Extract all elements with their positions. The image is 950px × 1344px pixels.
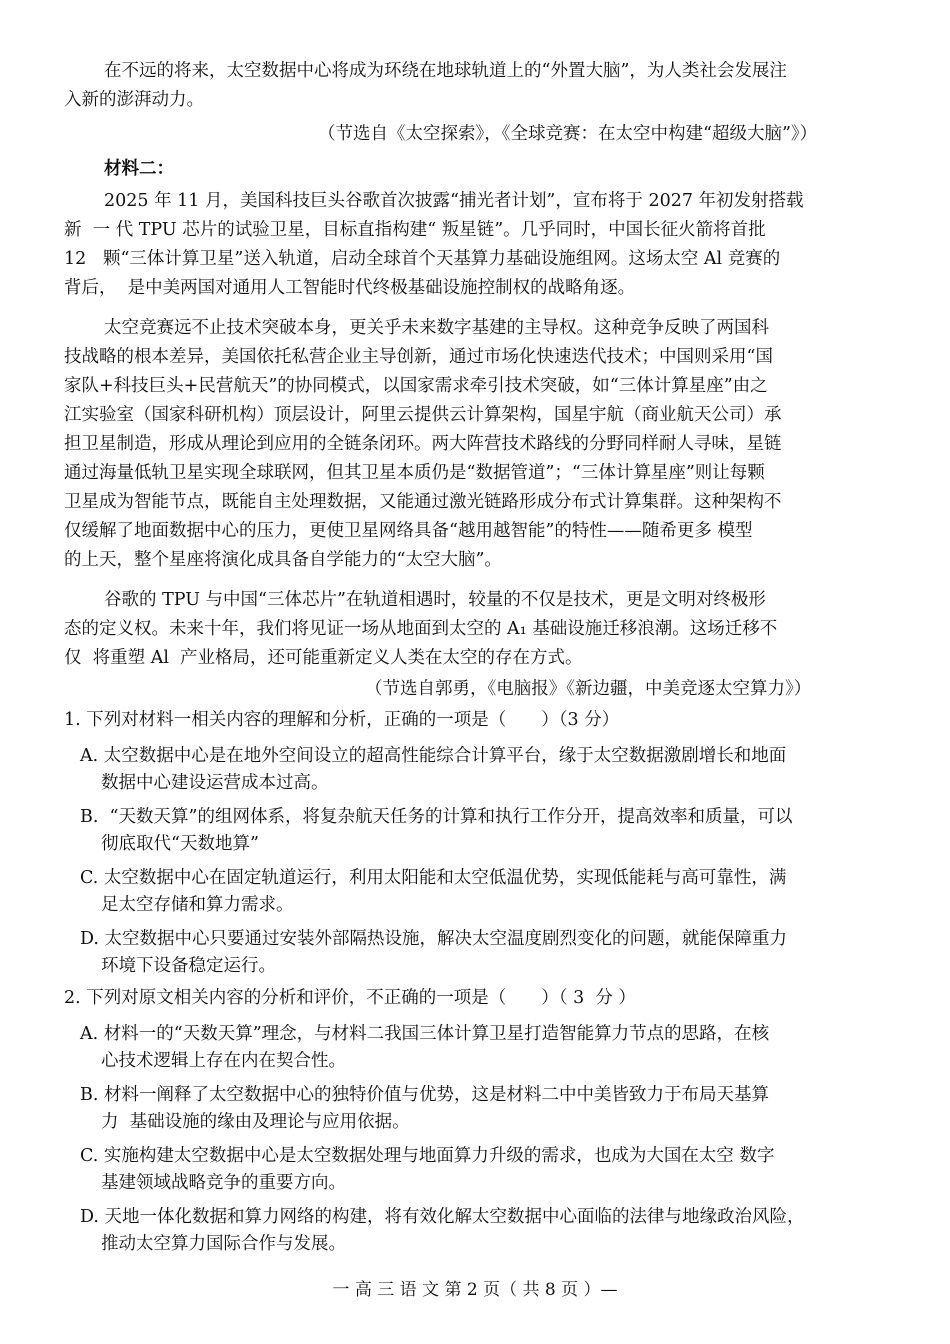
q2-option-d: D. 天地一体化数据和算力网络的构建，将有效化解太空数据中心面临的法律与地缘政治风险， — [80, 1207, 805, 1227]
q2-option-d-cont: 推动太空算力国际合作与发展。 — [101, 1234, 346, 1254]
text-line: 2025 年 11 月，美国科技巨头谷歌首次披露“捕光者计划”，宣布将于 2027 年初发射搭载 — [104, 191, 804, 211]
text-line: 担卫星制造，形成从理论到应用的全链条闭环。两大阵营技术路线的分野同样耐人寻味，星链 — [64, 434, 782, 454]
text-line: 卫星成为智能节点，既能自主处理数据，又能通过激光链路形成分布式计算集群。这种架构不 — [64, 492, 782, 512]
source-citation: （节选自《太空探索》，《全球竞赛：在太空中构建“超级大脑”》） — [318, 124, 818, 144]
q2-option-c-cont: 基建领域战略竞争的重要方向。 — [101, 1173, 346, 1193]
text-line: 在不远的将来，太空数据中心将成为环绕在地球轨道上的“外置大脑”，为人类社会发展注 — [104, 61, 787, 81]
q2-option-b: B. 材料一阐释了太空数据中心的独特价值与优势，这是材料二中中美皆致力于布局天基算 — [80, 1085, 769, 1105]
text-line: 通过海量低轨卫星实现全球联网，但其卫星本质仍是“数据管道”；“三体计算星座”则让每颗 — [64, 463, 765, 483]
text-line: 的上天，整个星座将演化成具备自学能力的“太空大脑”。 — [64, 550, 502, 570]
text-line: 技战略的根本差异，美国依托私营企业主导创新，通过市场化快速迭代技术；中国则采用“国 — [64, 347, 773, 367]
q1-option-d-cont: 环境下设备稳定运行。 — [101, 956, 276, 976]
text-line: 家队+科技巨头+民营航天”的协同模式，以国家需求牵引技术突破，如“三体计算星座”由之 — [64, 376, 768, 396]
question-2-stem: 2. 下列对原文相关内容的分析和评价，不正确的一项是（ ）（ 3 分 ） — [64, 988, 636, 1008]
q1-option-b: B. “天数天算”的组网体系，将复杂航天任务的计算和执行工作分开，提高效率和质量，可以 — [80, 807, 793, 827]
text-line: 新 一 代 TPU 芯片的试验卫星，目标直指构建“ 叛星链”。几乎同时，中国长征火箭将首批 — [64, 220, 766, 240]
page-footer: 一 高 三 语 文 第 2 页（ 共 8 页 ）— — [332, 1280, 618, 1300]
text-line: 仅 将重塑 Al 产业格局，还可能重新定义人类在太空的存在方式。 — [64, 648, 583, 668]
text-line: 江实验室（国家科研机构）顶层设计，阿里云提供云计算架构，国星宇航（商业航天公司）承 — [64, 405, 782, 425]
text-line: 仅缓解了地面数据中心的压力，更使卫星网络具备“越用越智能”的特性——随希更多 模型 — [64, 521, 753, 541]
q1-option-b-cont: 彻底取代“天数地算” — [101, 834, 259, 854]
source-citation: （节选自郭勇，《电脑报》《新边疆，中美竞逐太空算力》） — [365, 679, 812, 699]
text-line: 背后， 是中美两国对通用人工智能时代终极基础设施控制权的战略角逐。 — [64, 278, 636, 298]
text-line: 太空竞赛远不止技术突破本身，更关乎未来数字基建的主导权。这种竞争反映了两国科 — [104, 318, 769, 338]
question-1-stem: 1. 下列对材料一相关内容的理解和分析，正确的一项是（ ）（3 分） — [64, 710, 620, 730]
text-line: 入新的澎湃动力。 — [64, 90, 204, 110]
q1-option-c: C. 太空数据中心在固定轨道运行，利用太阳能和太空低温优势，实现低能耗与高可靠性，满 — [80, 868, 787, 888]
q2-option-c: C. 实施构建太空数据中心是太空数据处理与地面算力升级的需求，也成为大国在太空 数字 — [80, 1146, 775, 1166]
text-line: 谷歌的 TPU 与中国“三体芯片”在轨道相遇时，较量的不仅是技术，更是文明对终极形 — [104, 590, 766, 610]
q1-option-a: A. 太空数据中心是在地外空间设立的超高性能综合计算平台，缘于太空数据激剧增长和地面 — [80, 746, 787, 766]
q1-option-c-cont: 足太空存储和算力需求。 — [101, 895, 294, 915]
material-2-title: 材料二： — [104, 159, 174, 179]
text-line: 态的定义权。未来十年，我们将见证一场从地面到太空的 A₁ 基础设施迁移浪潮。这场迁移不 — [64, 619, 778, 639]
q1-option-d: D. 太空数据中心只要通过安装外部隔热设施，解决太空温度剧烈变化的问题，就能保障重力 — [80, 929, 788, 949]
q2-option-a: A. 材料一的“天数天算”理念，与材料二我国三体计算卫星打造智能算力节点的思路，在核 — [80, 1024, 770, 1044]
q2-option-b-cont: 力 基础设施的缘由及理论与应用依据。 — [101, 1112, 410, 1132]
q1-option-a-cont: 数据中心建设运营成本过高。 — [101, 773, 329, 793]
text-line: 12 颗“三体计算卫星”送入轨道，启动全球首个天基算力基础设施组网。这场太空 Al 竞赛的 — [64, 249, 781, 269]
q2-option-a-cont: 心技术逻辑上存在内在契合性。 — [101, 1051, 346, 1071]
